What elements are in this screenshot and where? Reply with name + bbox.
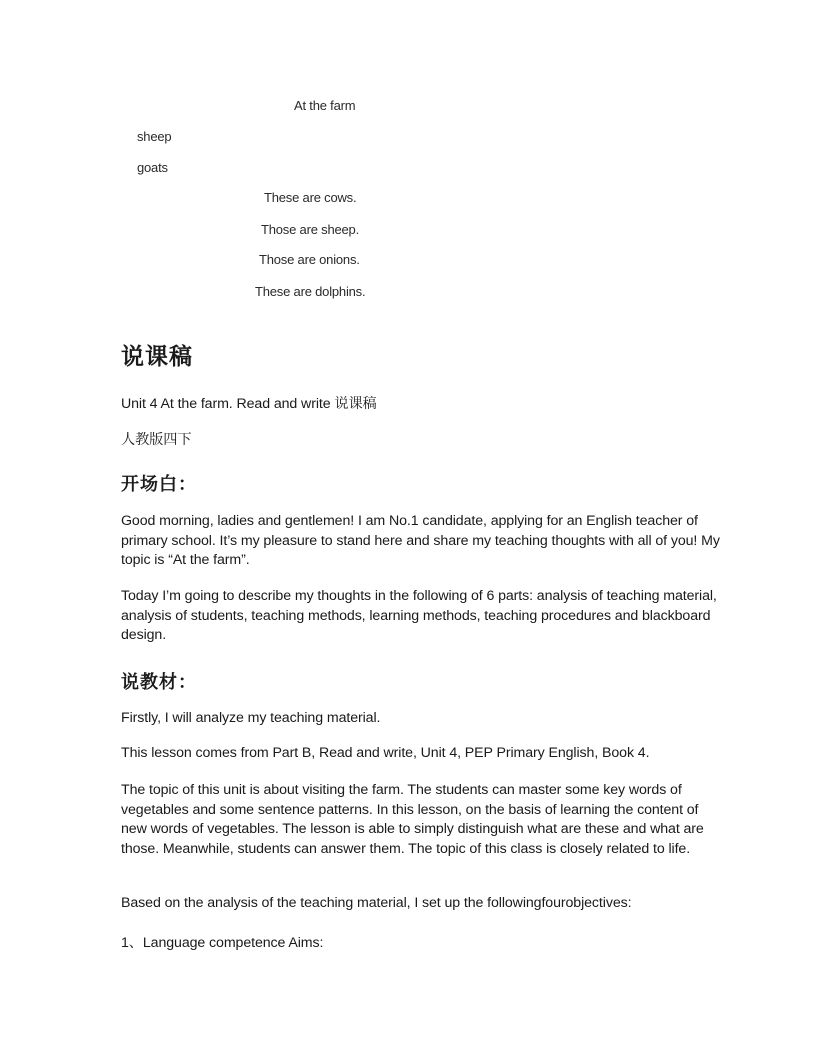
- paragraph: Based on the analysis of the teaching material, I set up the followingfourobjectives:: [121, 895, 632, 911]
- board-sentence: Those are sheep.: [261, 222, 359, 237]
- section-heading-material: 说教材：: [121, 672, 197, 692]
- paragraph: Firstly, I will analyze my teaching material.: [121, 710, 381, 726]
- section-heading-opening: 开场白：: [121, 474, 197, 494]
- objective-item: 1、Language competence Aims:: [121, 935, 324, 951]
- subtitle: Unit 4 At the farm. Read and write 说课稿: [121, 396, 377, 412]
- paragraph: Today I’m going to describe my thoughts in the following of 6 parts: analysis of teaching material, analysis of students, teaching methods, learning methods, teaching procedures and blackboard design.: [121, 588, 717, 644]
- blackboard-design-image: [0, 0, 816, 310]
- board-sentence: Those are onions.: [259, 252, 360, 267]
- board-sentence: These are dolphins.: [255, 284, 366, 299]
- board-word: goats: [137, 160, 168, 175]
- paragraph: The topic of this unit is about visiting the farm. The students can master some key words of vegetables and some sentence patterns. In this lesson, on the basis of learning the content of new words of vegetables. The lesson is able to simply distinguish what are these and what are those. Meanwhile, students can answer them. The topic of this class is closely related to life.: [121, 782, 704, 857]
- paragraph: This lesson comes from Part B, Read and write, Unit 4, PEP Primary English, Book 4.: [121, 745, 650, 761]
- board-sentence: These are cows.: [264, 190, 357, 205]
- board-word: sheep: [137, 129, 172, 144]
- edition-label: 人教版四下: [121, 432, 192, 448]
- main-heading: 说课稿: [121, 343, 193, 369]
- paragraph: Good morning, ladies and gentlemen! I am No.1 candidate, applying for an English teacher of primary school. It’s my pleasure to stand here and share my teaching thoughts with all of you! My topic is “At the farm”.: [121, 513, 720, 569]
- board-title: At the farm: [294, 98, 356, 113]
